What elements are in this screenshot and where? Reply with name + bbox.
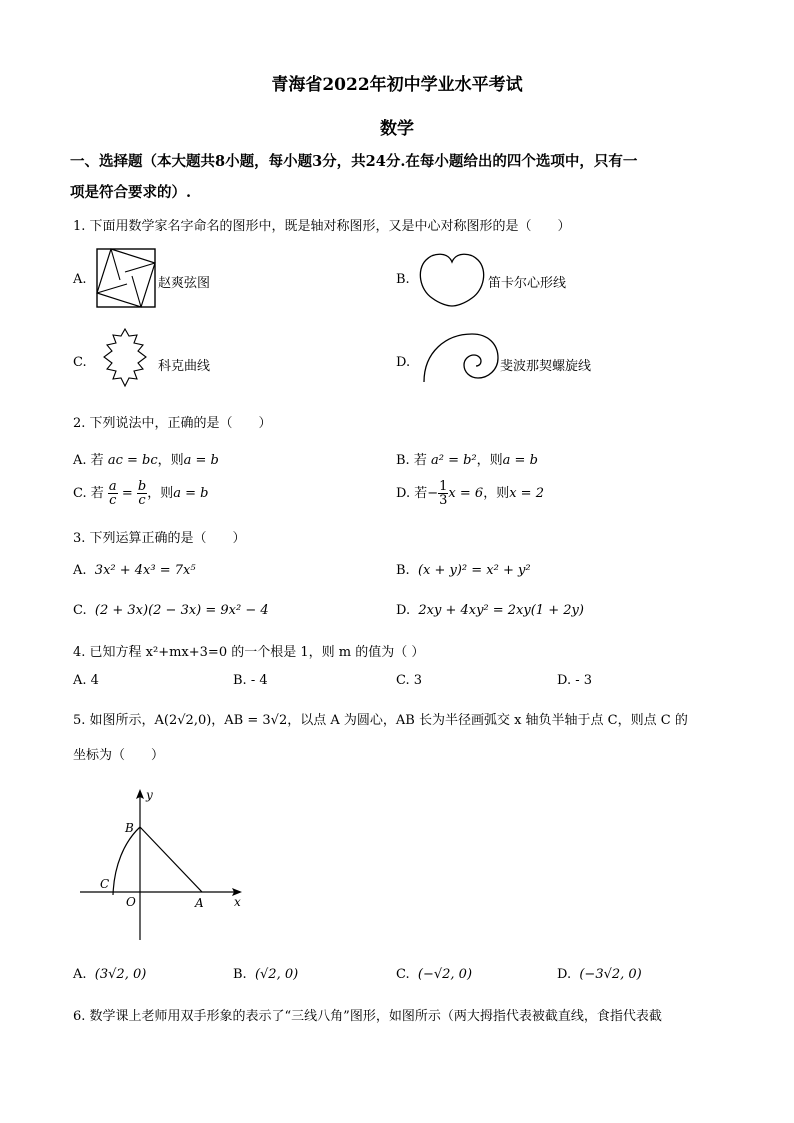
q3-b-expr: (x + y)² = x² + y² bbox=[417, 563, 531, 578]
q1-option-d-label: 斐波那契螺旋线 bbox=[500, 359, 592, 374]
q2-b-letter: B. bbox=[396, 453, 410, 468]
q5-coordinate-figure bbox=[78, 782, 250, 944]
q3-a-letter: A. bbox=[73, 563, 87, 578]
q2-d-mid: ，则 bbox=[483, 486, 510, 501]
q2-c-num1: a bbox=[108, 479, 117, 494]
q4-option-a: A. 4 bbox=[73, 673, 99, 688]
q2-c-den2: c bbox=[138, 493, 146, 508]
zhao-shuang-figure bbox=[96, 248, 156, 308]
q5-d-expr: (−3√2, 0) bbox=[579, 967, 642, 982]
q2-b-res: a = b bbox=[502, 453, 538, 468]
q2-a-mid: ，则 bbox=[157, 453, 184, 468]
fig-label-c: C bbox=[100, 877, 110, 891]
cardioid-figure bbox=[418, 250, 486, 308]
q2-c-den1: c bbox=[109, 493, 117, 508]
page-title: 青海省2022年初中学业水平考试 bbox=[271, 75, 523, 95]
fig-label-x: x bbox=[234, 895, 241, 909]
q5-a-expr: (3√2, 0) bbox=[94, 967, 147, 982]
q5-option-b bbox=[233, 967, 298, 982]
q2-d-pre: 若− bbox=[414, 486, 439, 501]
fig-label-o: O bbox=[126, 895, 136, 909]
q5-c-expr: (−√2, 0) bbox=[417, 967, 473, 982]
q3-b-letter: B. bbox=[396, 563, 410, 578]
q3-option-a bbox=[73, 563, 196, 578]
q4-option-d: D. - 3 bbox=[557, 673, 593, 688]
koch-snowflake-figure bbox=[94, 326, 156, 392]
subject-title: 数学 bbox=[380, 119, 414, 139]
q3-option-c bbox=[73, 603, 269, 618]
q4-option-b: B. - 4 bbox=[233, 673, 268, 688]
q4-option-c: C. 3 bbox=[396, 673, 423, 688]
q3-d-letter: D. bbox=[396, 603, 411, 618]
q5-c-letter: C. bbox=[396, 967, 410, 982]
q2-c-frac1 bbox=[108, 480, 118, 507]
q3-a-expr: 3x² + 4x³ = 7x⁵ bbox=[94, 563, 196, 578]
q3-option-b bbox=[396, 563, 531, 578]
q3-option-d bbox=[396, 603, 584, 618]
q5-stem-line1: 5. 如图所示，A(2√2,0)，AB = 3√2，以点 A 为圆心，AB 长为半径画弧交 x 轴负半轴于点 C，则点 C 的 bbox=[73, 713, 688, 728]
section-heading-line1: 一、选择题（本大题共8小题，每小题3分，共24分.在每小题给出的四个选项中，只有一 bbox=[70, 153, 638, 170]
q2-c-frac2 bbox=[137, 480, 147, 507]
q1-option-d-letter: D. bbox=[396, 355, 411, 370]
fig-label-y: y bbox=[146, 788, 153, 802]
q1-option-a-letter: A. bbox=[73, 272, 87, 287]
q2-d-num: 1 bbox=[439, 479, 448, 494]
q4-stem: 4. 已知方程 x²+mx+3=0 的一个根是 1，则 m 的值为（ ） bbox=[73, 645, 425, 660]
q2-d-den: 3 bbox=[439, 493, 448, 508]
q2-c-num2: b bbox=[137, 479, 147, 494]
q3-c-expr: (2 + 3x)(2 − 3x) = 9x² − 4 bbox=[94, 603, 269, 618]
q5-b-letter: B. bbox=[233, 967, 247, 982]
q2-c-eq: = bbox=[121, 486, 133, 501]
q5-b-expr: (√2, 0) bbox=[254, 967, 299, 982]
q2-d-letter: D. bbox=[396, 486, 411, 501]
fibonacci-spiral-figure bbox=[420, 330, 500, 386]
q2-option-b bbox=[396, 449, 538, 468]
q5-option-a bbox=[73, 967, 146, 982]
q5-option-d bbox=[557, 967, 642, 982]
q2-d-res: x = 2 bbox=[509, 486, 544, 501]
q2-a-cond: ac = bc bbox=[107, 453, 158, 468]
q5-a-letter: A. bbox=[73, 967, 87, 982]
q2-c-letter: C. bbox=[73, 486, 87, 501]
q2-c-mid: ，则 bbox=[147, 486, 174, 501]
q2-option-c bbox=[73, 480, 208, 507]
q2-d-cond: x = 6 bbox=[448, 486, 484, 501]
q2-option-a bbox=[73, 449, 219, 468]
q2-stem: 2. 下列说法中，正确的是（ ） bbox=[73, 416, 272, 431]
q2-a-letter: A. bbox=[73, 453, 87, 468]
q5-d-letter: D. bbox=[557, 967, 572, 982]
q1-option-c-letter: C. bbox=[73, 355, 87, 370]
fig-label-a: A bbox=[195, 896, 204, 910]
q6-stem: 6. 数学课上老师用双手形象的表示了“三线八角”图形，如图所示（两大拇指代表被截直线，食指代表截 bbox=[73, 1009, 662, 1024]
section-heading-line2: 项是符合要求的）. bbox=[70, 184, 192, 201]
q2-d-frac bbox=[438, 480, 448, 507]
fig-label-b: B bbox=[125, 821, 134, 835]
q1-stem: 1. 下面用数学家名字命名的图形中，既是轴对称图形，又是中心对称图形的是（ ） bbox=[73, 219, 571, 234]
q5-stem-line2: 坐标为（ ） bbox=[73, 748, 165, 763]
q1-option-a-label: 赵爽弦图 bbox=[158, 276, 211, 291]
q2-c-pre: 若 bbox=[90, 486, 104, 501]
q1-option-b-label: 笛卡尔心形线 bbox=[488, 276, 567, 291]
q2-c-res: a = b bbox=[173, 486, 209, 501]
q2-a-pre: 若 bbox=[90, 453, 104, 468]
q2-b-cond: a² = b² bbox=[430, 453, 477, 468]
q3-c-letter: C. bbox=[73, 603, 87, 618]
q3-d-expr: 2xy + 4xy² = 2xy(1 + 2y) bbox=[418, 603, 584, 618]
q5-option-c bbox=[396, 967, 472, 982]
q2-b-pre: 若 bbox=[413, 453, 427, 468]
q1-option-b-letter: B. bbox=[396, 272, 410, 287]
q2-a-res: a = b bbox=[183, 453, 219, 468]
q3-stem: 3. 下列运算正确的是（ ） bbox=[73, 531, 246, 546]
q2-option-d bbox=[396, 480, 544, 507]
q1-option-c-label: 科克曲线 bbox=[158, 359, 211, 374]
q2-b-mid: ，则 bbox=[476, 453, 503, 468]
